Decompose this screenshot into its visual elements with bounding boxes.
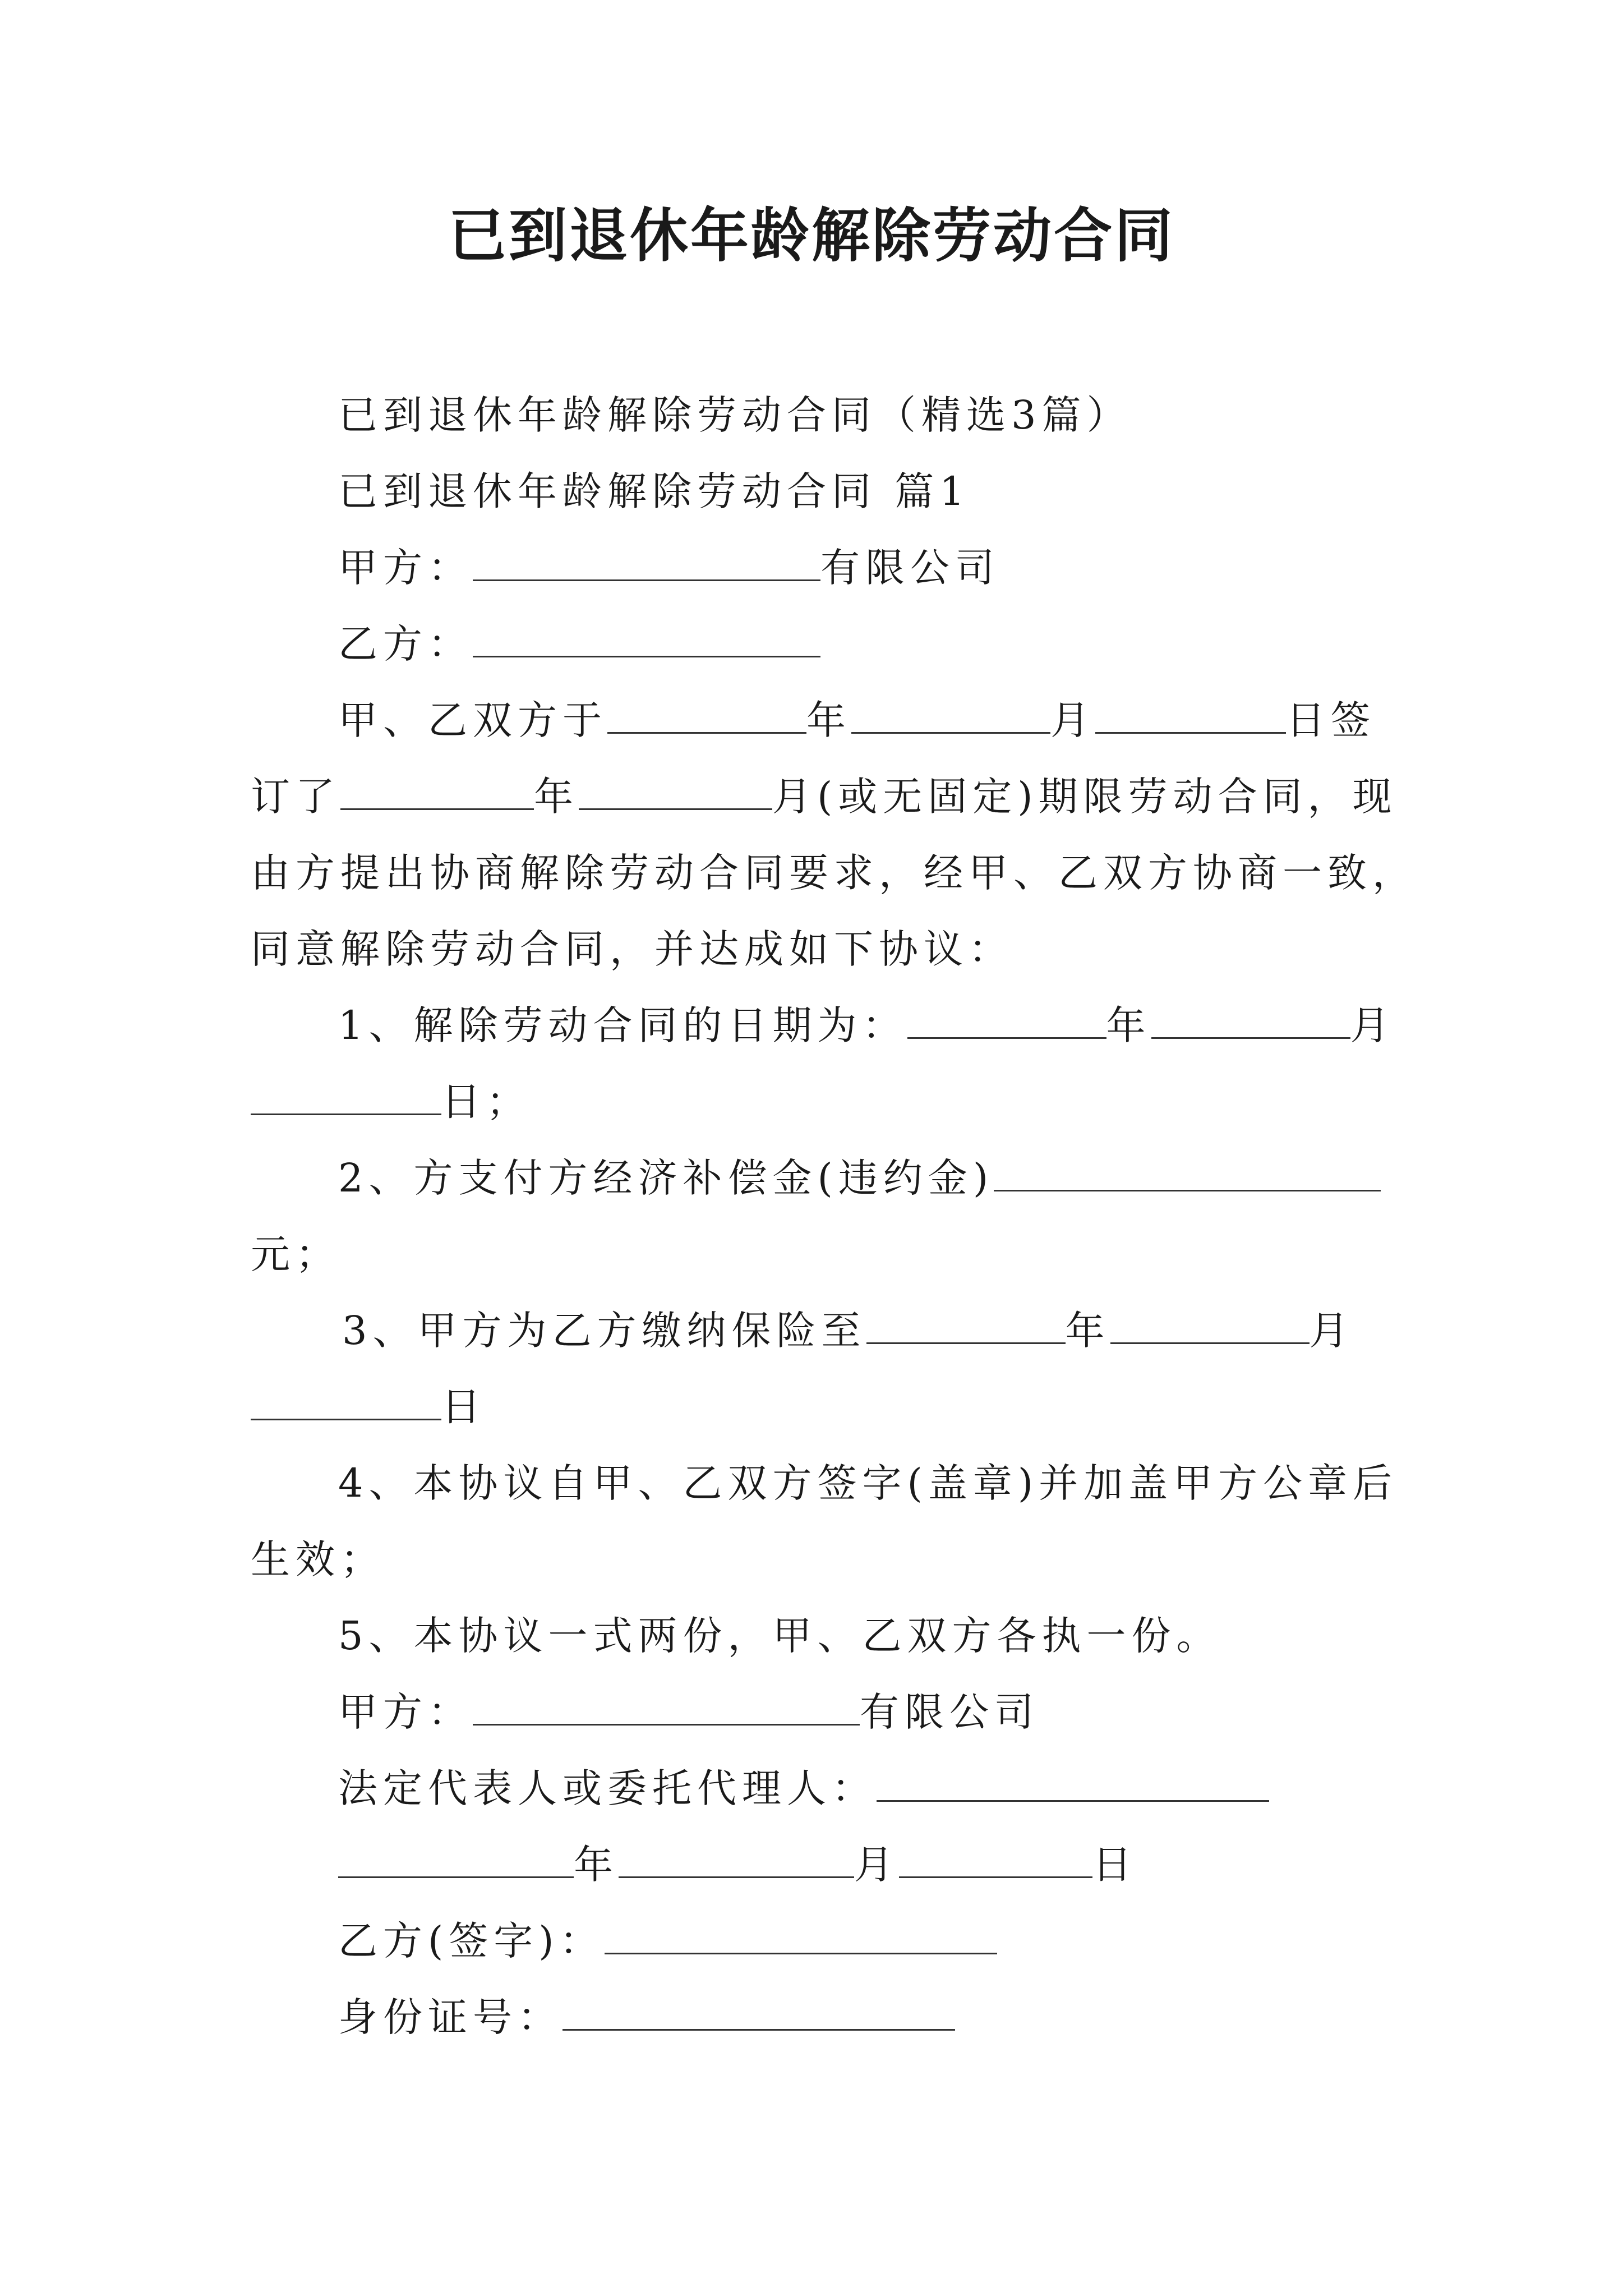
item-3-line (342, 1303, 1354, 1359)
legal-rep-label: 法定代表人或委托代理人： (338, 1765, 877, 1811)
item-1-line-2 (251, 1074, 531, 1130)
intro-line-4: 同意解除劳动合同，并达成如下协议： (251, 926, 1013, 972)
party-b-label: 乙方： (338, 621, 473, 667)
item-4-line-2: 生效； (251, 1536, 385, 1582)
signature-party-a-label: 甲方： (338, 1689, 473, 1735)
term-blank[interactable] (340, 774, 534, 810)
party-a-blank[interactable] (473, 545, 820, 581)
id-number-blank[interactable] (562, 1994, 955, 2031)
party-b-sign-label: 乙方(签字)： (338, 1918, 605, 1964)
signature-party-a-line (338, 1684, 1039, 1740)
item-2-text: 2、方支付方经济补偿金(违约金) (338, 1155, 994, 1201)
party-b-blank[interactable] (473, 621, 820, 657)
document-title: 已到退休年龄解除劳动合同 (448, 201, 1175, 270)
id-number-label: 身份证号： (338, 1994, 562, 2040)
date-blank[interactable] (619, 1842, 854, 1878)
intro-line-1 (338, 692, 1376, 748)
legal-rep-blank[interactable] (877, 1765, 1269, 1802)
date-blank[interactable] (607, 697, 806, 734)
date-blank[interactable] (866, 1308, 1066, 1344)
party-b-sign-blank[interactable] (605, 1918, 997, 1954)
signature-date-line (338, 1837, 1137, 1893)
section-heading: 已到退休年龄解除劳动合同 篇1 (338, 468, 970, 514)
date-blank[interactable] (1095, 697, 1286, 734)
date-blank[interactable] (338, 1842, 574, 1878)
intro-text: 订了 (251, 774, 340, 820)
item-2-line-2: 元； (251, 1231, 340, 1277)
year-label: 年 (806, 697, 851, 743)
party-b-sign-line (338, 1913, 997, 1969)
item-5-line: 5、本协议一式两份，甲、乙双方各执一份。 (338, 1613, 1221, 1659)
item-3-line-2 (251, 1379, 486, 1435)
term-blank[interactable] (579, 774, 772, 810)
party-b-line (338, 616, 820, 672)
intro-text: 甲、乙双方于 (338, 697, 607, 743)
party-a-line (338, 540, 1000, 596)
year-label: 年 (534, 774, 579, 820)
company-suffix: 有限公司 (820, 545, 1000, 591)
item-4-line: 4、本协议自甲、乙双方签字(盖章)并加盖甲方公章后 (338, 1460, 1398, 1506)
date-blank[interactable] (851, 697, 1050, 734)
subtitle: 已到退休年龄解除劳动合同（精选3篇） (338, 392, 1132, 438)
id-number-line (338, 1989, 955, 2045)
month-label: 月 (1309, 1308, 1354, 1354)
item-2-line (338, 1150, 1381, 1206)
date-blank[interactable] (1110, 1308, 1310, 1344)
intro-text: 月(或无固定)期限劳动合同，现 (772, 774, 1398, 820)
item-1-text: 1、解除劳动合同的日期为： (338, 1002, 907, 1048)
date-blank[interactable] (899, 1842, 1092, 1878)
month-label: 月 (854, 1842, 899, 1888)
day-label: 日签 (1286, 697, 1376, 743)
date-blank[interactable] (907, 1002, 1106, 1039)
date-blank[interactable] (251, 1079, 441, 1115)
year-label: 年 (1065, 1308, 1110, 1354)
month-label: 月 (1050, 697, 1095, 743)
intro-line-3: 由方提出协商解除劳动合同要求，经甲、乙双方协商一致， (251, 850, 1417, 896)
date-blank[interactable] (1151, 1002, 1350, 1039)
year-label: 年 (574, 1842, 619, 1888)
legal-rep-line (338, 1760, 1269, 1816)
intro-line-2 (251, 769, 1398, 825)
party-a-label: 甲方： (338, 545, 473, 591)
day-label: 日 (1092, 1842, 1137, 1888)
item-3-text: 3、甲方为乙方缴纳保险至 (342, 1308, 866, 1354)
amount-blank[interactable] (994, 1155, 1381, 1191)
date-blank[interactable] (251, 1384, 441, 1420)
year-label: 年 (1106, 1002, 1151, 1048)
item-1-line (338, 997, 1395, 1053)
item-3-end: 日 (441, 1384, 486, 1430)
signature-party-a-blank[interactable] (473, 1689, 860, 1726)
month-label: 月 (1350, 1002, 1395, 1048)
company-suffix: 有限公司 (860, 1689, 1039, 1735)
item-1-end: 日； (441, 1079, 531, 1125)
